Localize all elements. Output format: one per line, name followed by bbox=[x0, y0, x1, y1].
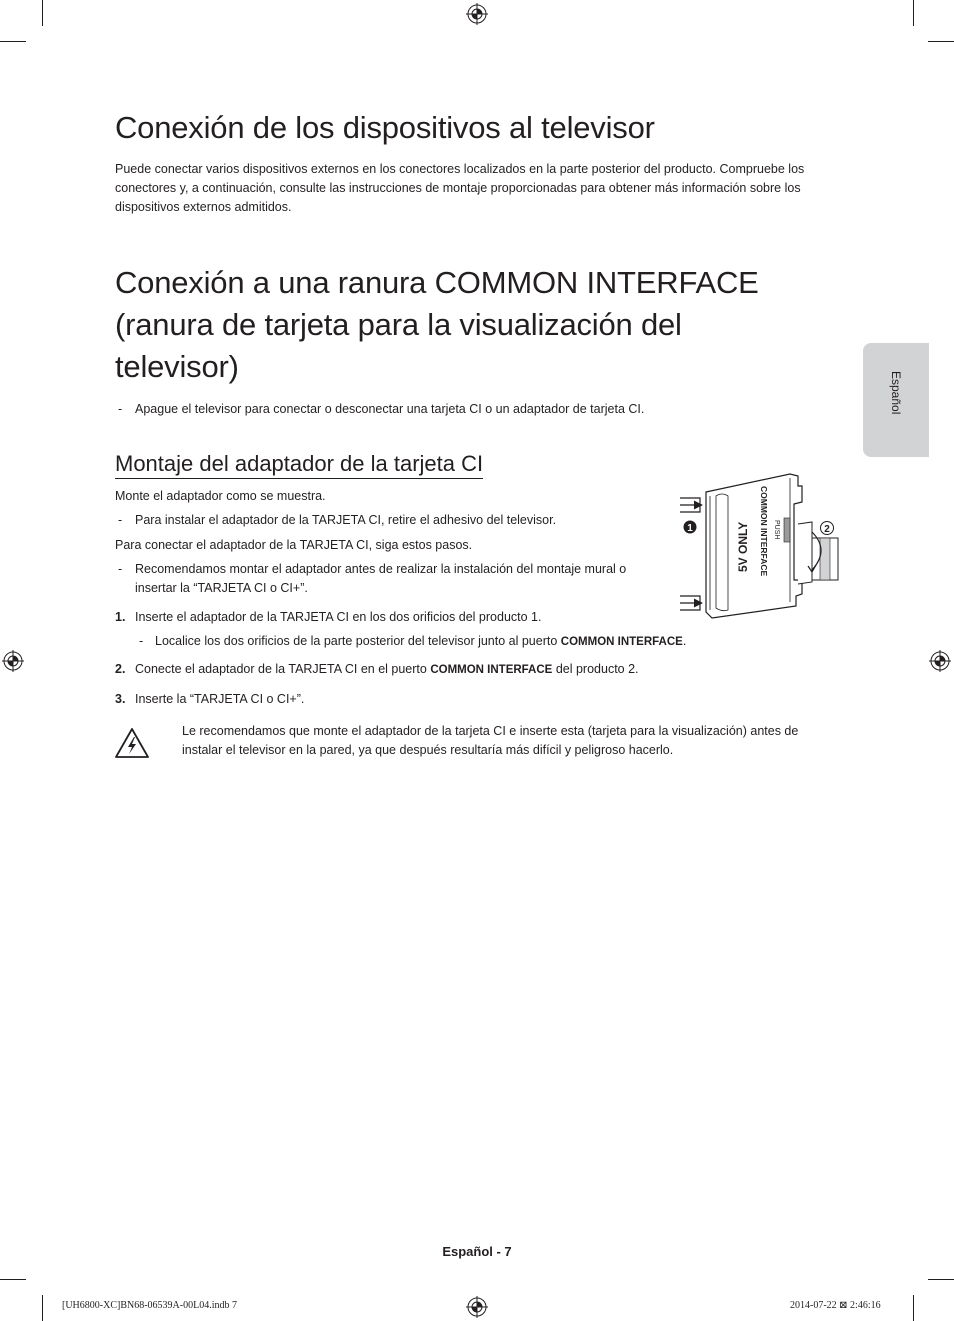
marker-1: 1 bbox=[687, 523, 693, 534]
registration-mark-icon bbox=[466, 1296, 488, 1318]
step-text: Inserte el adaptador de la TARJETA CI en los dos orificios del producto 1. bbox=[135, 610, 542, 624]
note-dash: - bbox=[118, 562, 123, 576]
registration-mark-icon bbox=[2, 650, 24, 672]
common-interface-label: COMMON INTERFACE bbox=[560, 636, 683, 648]
registration-mark-icon bbox=[929, 650, 951, 672]
print-stamp: 2014-07-22 ⊠ 2:46:16 bbox=[790, 1300, 881, 1311]
step-text: Inserte la “TARJETA CI o CI+”. bbox=[135, 692, 305, 706]
crop-mark bbox=[928, 41, 954, 42]
crop-mark bbox=[42, 1295, 43, 1321]
language-side-tab bbox=[863, 343, 929, 457]
crop-mark bbox=[0, 1279, 26, 1280]
step-text-after: del producto 2. bbox=[552, 662, 639, 676]
registration-mark-icon bbox=[466, 3, 488, 25]
intro-line: dispositivos externos admitidos. bbox=[115, 200, 292, 214]
section-title bbox=[115, 262, 759, 388]
crop-mark bbox=[42, 0, 43, 26]
side-tab-label: Español bbox=[889, 371, 903, 415]
crop-mark bbox=[928, 1279, 954, 1280]
page-number: Español - 7 bbox=[442, 1244, 512, 1259]
caution-line: Le recomendamos que monte el adaptador de la tarjeta CI e inserte esta (tarjeta para la visualización) antes de bbox=[182, 724, 799, 738]
step-sub-text bbox=[155, 632, 686, 652]
step-number: 2. bbox=[115, 662, 126, 676]
diagram-common-interface-label: COMMON INTERFACE bbox=[759, 486, 769, 577]
caution-text bbox=[182, 722, 798, 760]
page-title: Conexión de los dispositivos al televisor bbox=[115, 110, 655, 145]
section-title-line: Conexión a una ranura COMMON INTERFACE bbox=[115, 265, 759, 300]
file-info: [UH6800-XC]BN68-06539A-00L04.indb 7 bbox=[62, 1300, 237, 1311]
step-number: 1. bbox=[115, 610, 126, 624]
mount-text: Monte el adaptador como se muestra. bbox=[115, 489, 326, 503]
diagram-5v-label: 5V ONLY bbox=[736, 521, 750, 572]
subsection-title: Montaje del adaptador de la tarjeta CI bbox=[115, 450, 483, 479]
step-sub-text-before: Localice los dos orificios de la parte posterior del televisor junto al puerto bbox=[155, 634, 561, 648]
recommend-line: Recomendamos montar el adaptador antes de realizar la instalación del montaje mural o bbox=[135, 562, 627, 576]
note-dash: - bbox=[118, 402, 123, 416]
caution-icon bbox=[114, 727, 150, 759]
step-text-before: Conecte el adaptador de la TARJETA CI en el puerto bbox=[135, 662, 431, 676]
intro-line: conectores y, a continuación, consulte las instrucciones de montaje proporcionadas para obtener más información sobre los bbox=[115, 181, 801, 195]
intro-line: Puede conectar varios dispositivos externos en los conectores localizados en la parte posterior del producto. Compruebe los bbox=[115, 162, 805, 176]
mount-note: Para instalar el adaptador de la TARJETA CI, retire el adhesivo del televisor. bbox=[135, 513, 557, 527]
common-interface-label: COMMON INTERFACE bbox=[430, 664, 553, 676]
caution-line: instalar el televisor en la pared, ya que después resultaría más difícil y peligroso hacerlo. bbox=[182, 743, 674, 757]
crop-mark bbox=[913, 0, 914, 26]
intro-paragraph bbox=[115, 160, 845, 217]
ci-adapter-diagram bbox=[672, 462, 844, 622]
marker-2: 2 bbox=[824, 524, 830, 535]
note-dash: - bbox=[118, 513, 123, 527]
step-sub-text-after: . bbox=[682, 634, 687, 648]
step-text bbox=[135, 660, 639, 680]
section-title-line: televisor) bbox=[115, 349, 239, 384]
section-note: Apague el televisor para conectar o desconectar una tarjeta CI o un adaptador de tarjeta CI. bbox=[135, 402, 645, 416]
crop-mark bbox=[0, 41, 26, 42]
section-title-line: (ranura de tarjeta para la visualización del bbox=[115, 307, 682, 342]
note-dash: - bbox=[139, 634, 144, 648]
diagram-push-label: PUSH bbox=[773, 520, 780, 540]
connect-text: Para conectar el adaptador de la TARJETA CI, siga estos pasos. bbox=[115, 538, 473, 552]
step-number: 3. bbox=[115, 692, 126, 706]
recommend-line: insertar la “TARJETA CI o CI+”. bbox=[135, 581, 308, 595]
crop-mark bbox=[913, 1295, 914, 1321]
recommend-note bbox=[135, 560, 626, 598]
